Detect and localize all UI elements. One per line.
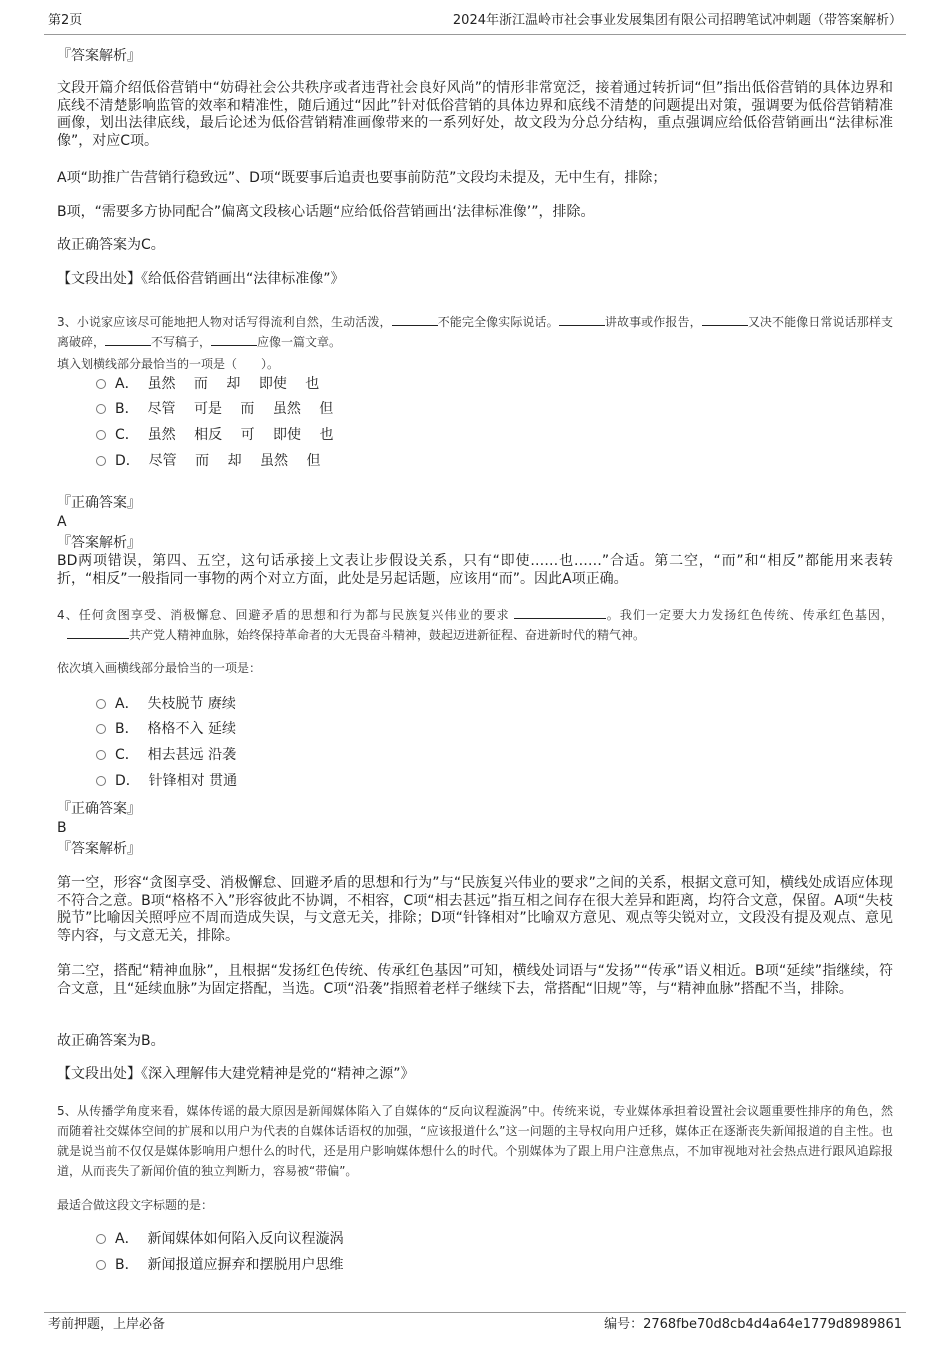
q5-stem: 5、从传播学角度来看，媒体传谣的最大原因是新闻媒体陷入了自媒体的“反向议程漩涡”中。传统来说，专业媒体承担着设置社会议题重要性排序的角色，然而随着社交媒体空间的扩展和以用户为代表的自媒体话语权的加强，“应该报道什么”这一问题的主导权向用户迁移，媒体正在逐渐丧失新闻报道的自主性。也就是说当前不仅仅是媒体影响用户想什么的时代，还是用户影响媒体想什么的时代。个别媒体为了跟上用户注意焦点，不加审视地对社会热点进行跟风追踪报道，从而丧失了新闻价值的独立判断力，容易被“带偏”。 — [57, 1104, 893, 1178]
q3-stem — [57, 312, 893, 352]
option-label: A． 新闻媒体如何陷入反向议程漩涡 — [115, 1231, 344, 1247]
q2-analysis-p4: 故正确答案为C。 — [57, 237, 165, 253]
q2-analysis-p3: B项，“需要多方协同配合”偏离文段核心话题“应给低俗营销画出‘法律标准像’”，排除。 — [57, 204, 595, 220]
q4-prompt: 依次填入画横线部分最恰当的一项是： — [57, 661, 262, 675]
option-label: B． 新闻报道应摒弃和摆脱用户思维 — [115, 1257, 344, 1273]
blank — [392, 313, 438, 326]
document-id: 编号：2768fbe70d8cb4d4a64e1779d8989861 — [604, 1317, 902, 1332]
q2-source: 【文段出处】《给低俗营销画出“法律标准像”》 — [57, 271, 345, 287]
q3-prompt: 填入划横线部分最恰当的一项是（ ）。 — [57, 357, 280, 371]
radio-icon[interactable] — [96, 1260, 106, 1270]
page-header — [44, 10, 906, 35]
blank — [67, 626, 129, 639]
radio-icon[interactable] — [96, 379, 106, 389]
blank — [702, 313, 748, 326]
q4-analysis-p3: 故正确答案为B。 — [57, 1033, 165, 1049]
radio-icon[interactable] — [96, 456, 106, 466]
q4-stem-seg3: 共产党人精神血脉，始终保持革命者的大无畏奋斗精神，鼓起迈进新征程、奋进新时代的精气神。 — [129, 628, 646, 642]
document-title: 2024年浙江温岭市社会事业发展集团有限公司招聘笔试冲刺题（带答案解析） — [452, 13, 902, 28]
q3-stem-seg6: 应像一篇文章。 — [257, 335, 342, 349]
q4-analysis-p2: 第二空，搭配“精神血脉”，且根据“发扬红色传统、传承红色基因”可知，横线处词语与“发扬”“传承”语义相近。B项“延续”指继续，符合文意，且“延续血脉”为固定搭配，当选。C项“沿袭”指照着老样子继续下去，常搭配“旧规”等，与“精神血脉”搭配不当，排除。 — [57, 963, 893, 997]
radio-icon[interactable] — [96, 430, 106, 440]
q4-answer: B — [57, 820, 67, 836]
option-label: A． 虽然 而 却 即使 也 — [115, 376, 320, 392]
q4-stem — [57, 605, 893, 645]
blank — [211, 333, 257, 346]
q4-option-c[interactable] — [96, 745, 236, 765]
option-label: B． 格格不入 延续 — [115, 721, 236, 737]
q4-answer-label: 『正确答案』 — [57, 801, 141, 817]
q4-option-a[interactable] — [96, 694, 236, 714]
q2-analysis-label: 『答案解析』 — [57, 48, 141, 64]
q3-stem-seg1: 3、小说家应该尽可能地把人物对话写得流利自然，生动活泼， — [57, 315, 392, 329]
q5-option-a[interactable] — [96, 1229, 343, 1249]
q4-analysis-label: 『答案解析』 — [57, 841, 141, 857]
q3-analysis: BD两项错误，第四、五空，这句话承接上文表让步假设关系，只有“即使……也……”合适。第二空，“而”和“相反”都能用来表转折，“相反”一般指同一事物的两个对立方面，此处是另起话题，应该用“而”。因此A项正确。 — [57, 553, 893, 587]
q3-answer: A — [57, 514, 67, 530]
blank — [105, 333, 151, 346]
q5-prompt: 最适合做这段文字标题的是： — [57, 1198, 214, 1212]
radio-icon[interactable] — [96, 404, 106, 414]
option-label: B． 尽管 可是 而 虽然 但 — [115, 401, 334, 417]
q4-analysis-p1: 第一空，形容“贪图享受、消极懈怠、回避矛盾的思想和行为”与“民族复兴伟业的要求”之间的关系，根据文意可知，横线处成语应体现不符合之意。B项“格格不入”形容彼此不协调，不相容，C项“相去甚远”指互相之间存在很大差异和距离，均符合文意，保留。A项“失枝脱节”比喻因关照呼应不周而造成失误，与文意无关，排除；D项“针锋相对”比喻双方意见、观点等尖锐对立，文段没有提及观点、意见等内容，与文意无关，排除。 — [57, 875, 893, 944]
q3-stem-seg5: 不写稿子， — [151, 335, 212, 349]
q3-answer-label: 『正确答案』 — [57, 495, 141, 511]
q3-stem-seg2: 不能完全像实际说话。 — [437, 315, 559, 329]
q3-analysis-label: 『答案解析』 — [57, 535, 141, 551]
radio-icon[interactable] — [96, 750, 106, 760]
q5-option-b[interactable] — [96, 1255, 344, 1275]
radio-icon[interactable] — [96, 724, 106, 734]
option-label: D． 尽管 而 却 虽然 但 — [115, 453, 321, 469]
radio-icon[interactable] — [96, 776, 106, 786]
option-label: A． 失枝脱节 赓续 — [115, 696, 236, 712]
q3-option-d[interactable] — [96, 451, 320, 471]
q3-option-b[interactable] — [96, 399, 333, 419]
page-number: 第2页 — [48, 13, 83, 28]
q4-stem-seg2: 。我们一定要大力发扬红色传统、传承红色基因， — [605, 608, 893, 622]
q2-analysis-p2: A项“助推广告营销行稳致远”、D项“既要事后追责也要事前防范”文段均未提及，无中生有，排除； — [57, 170, 667, 186]
blank — [514, 606, 606, 619]
q3-option-c[interactable] — [96, 425, 333, 445]
page-footer — [44, 1312, 906, 1335]
q4-source: 【文段出处】《深入理解伟大建党精神是党的“精神之源”》 — [57, 1066, 415, 1082]
q4-option-b[interactable] — [96, 719, 236, 739]
radio-icon[interactable] — [96, 1234, 106, 1244]
option-label: D． 针锋相对 贯通 — [115, 773, 238, 789]
footer-slogan: 考前押题，上岸必备 — [48, 1317, 166, 1332]
blank — [559, 313, 605, 326]
q2-analysis-p1: 文段开篇介绍低俗营销中“妨碍社会公共秩序或者违背社会良好风尚”的情形非常宽泛，接着通过转折词“但”指出低俗营销的具体边界和底线不清楚影响监管的效率和精准性，随后通过“因此”针对低俗营销的具体边界和底线不清楚的问题提出对策，强调要为低俗营销精准画像，划出法律底线，最后论述为低俗营销精准画像带来的一系列好处，故文段为分总分结构，重点强调应给低俗营销画出“法律标准像”，对应C项。 — [57, 80, 893, 149]
radio-icon[interactable] — [96, 699, 106, 709]
q4-option-d[interactable] — [96, 771, 237, 791]
option-label: C． 相去甚远 沿袭 — [115, 747, 237, 763]
q4-stem-seg1: 4、任何贪图享受、消极懈怠、回避矛盾的思想和行为都与民族复兴伟业的要求 — [57, 608, 510, 622]
q3-stem-seg4: 又决不能像日常说话那样支离破碎， — [57, 315, 893, 349]
q3-stem-seg3: 讲故事或作报告， — [604, 315, 702, 329]
q3-option-a[interactable] — [96, 374, 319, 394]
option-label: C． 虽然 相反 可 即使 也 — [115, 427, 334, 443]
